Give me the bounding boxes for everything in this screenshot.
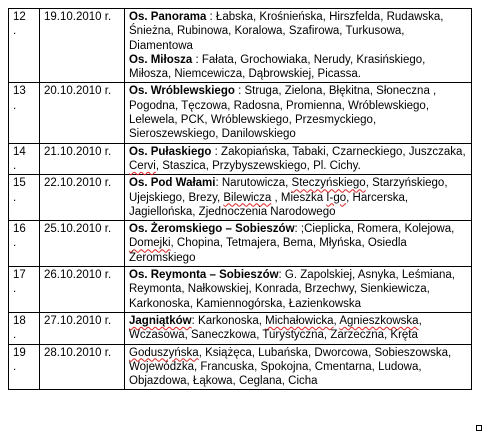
street-list: , Chopina, Tetmajera, Bema, Młyńska, Osiedla Żeromskiego xyxy=(129,237,407,264)
row-number-dot: . xyxy=(13,329,17,342)
street-list: , Harcerska, Jagiellońska, Zjednoczenia Narodowego xyxy=(129,191,409,218)
street-list: , Książęca, Lubańska, Dworcowa, Sobieszowska, Wojewódzka, Francuska, Spokojna, Cmentarna, Ludowa, Objazdowa, Łąkowa, Ceglana, Cicha xyxy=(129,346,452,388)
spellcheck-flagged-street: Steczyńskiego xyxy=(291,177,366,190)
table-row xyxy=(9,312,472,344)
collection-date: 20.10.2010 r. xyxy=(40,83,125,143)
street-list: , Staszica, Przybyszewskiego, Pl. Cichy. xyxy=(155,159,361,172)
table-row xyxy=(9,9,472,83)
street-list: : Karkonoska, xyxy=(191,314,266,327)
spellcheck-flagged-street: I-go xyxy=(326,191,347,204)
street-list: , xyxy=(333,314,340,327)
streets-cell xyxy=(125,143,472,175)
street-list: : Fałata, Grochowiaka, Nerudy, Krasińskiego, Miłosza, Niemcewicza, Dąbrowskiej, Picassa. xyxy=(129,53,426,81)
schedule-table-body xyxy=(9,9,472,390)
row-number-dot: . xyxy=(13,237,17,250)
row-number-cell xyxy=(9,175,40,221)
street-list: , Starzyńskiego, Ujejskiego, Brezy, xyxy=(129,177,448,204)
collection-date: 21.10.2010 r. xyxy=(40,143,125,175)
schedule-table xyxy=(8,8,472,390)
spellcheck-flagged-street: Michałowicka xyxy=(265,314,334,327)
streets-cell xyxy=(125,83,472,143)
collection-date: 22.10.2010 r. xyxy=(40,175,125,221)
collection-date: 28.10.2010 r. xyxy=(40,344,125,390)
area-name: Os. Miłosza xyxy=(129,53,193,66)
spellcheck-flagged-street: Goduszyńska xyxy=(129,346,199,359)
spellcheck-flagged-street: Agnieszkowska xyxy=(339,314,419,327)
streets-cell xyxy=(125,221,472,267)
row-number: 14 xyxy=(13,145,26,158)
row-number: 18 xyxy=(13,314,26,327)
streets-cell xyxy=(125,9,472,83)
row-number-dot: . xyxy=(13,360,17,373)
street-list: : Zakopiańska, Tabaki, Czarneckiego, Juszczaka, xyxy=(211,145,466,158)
table-row xyxy=(9,83,472,143)
spellcheck-flagged-street: Domejki xyxy=(129,237,171,250)
row-number: 15 xyxy=(13,177,26,190)
street-list: , Mieszka xyxy=(271,191,327,204)
row-number-cell xyxy=(9,312,40,344)
collection-date: 25.10.2010 r. xyxy=(40,221,125,267)
row-number-cell xyxy=(9,9,40,83)
row-number: 13 xyxy=(13,85,26,98)
row-number-cell xyxy=(9,344,40,390)
row-number: 19 xyxy=(13,346,26,359)
row-number-cell xyxy=(9,143,40,175)
street-list: : ;Cieplicka, Romera, Kolejowa, xyxy=(294,223,455,236)
collection-date: 27.10.2010 r. xyxy=(40,312,125,344)
streets-cell xyxy=(125,344,472,390)
street-list: : Narutowicza, xyxy=(215,177,292,190)
row-number: 16 xyxy=(13,223,26,236)
row-number-cell xyxy=(9,267,40,313)
row-number: 12 xyxy=(13,11,26,23)
street-list: : G. Zapolskiej, Asnyka, Leśmiana, Reymonta, Nałkowskiej, Konrada, Brzechwy, Sienkiewicza, Karkonoska, Kamiennogórska, Łazienkowska xyxy=(129,269,455,310)
row-number-dot: . xyxy=(13,283,17,296)
row-number-dot: . xyxy=(13,191,17,204)
spellcheck-flagged-street: Bilewicza xyxy=(223,191,272,204)
row-number-cell xyxy=(9,83,40,143)
spellcheck-flagged-street: Cervi xyxy=(129,159,156,172)
table-row xyxy=(9,175,472,221)
collection-date: 26.10.2010 r. xyxy=(40,267,125,313)
streets-cell xyxy=(125,312,472,344)
row-number: 17 xyxy=(13,269,26,282)
row-number-dot: . xyxy=(13,99,17,112)
area-name: Os. Reymonta – Sobieszów xyxy=(129,269,279,282)
table-end-marker xyxy=(476,425,482,431)
table-row xyxy=(9,267,472,313)
street-list: , Wczasowa, Saneczkowa, Turystyczna, Zarzeczna, Kręta xyxy=(129,314,422,342)
area-name: Jagniątków xyxy=(129,314,192,327)
table-row xyxy=(9,221,472,267)
collection-date: 19.10.2010 r. xyxy=(40,9,125,83)
area-name: Os. Wróblewskiego xyxy=(129,85,235,98)
table-row xyxy=(9,143,472,175)
area-name: Os. Pułaskiego xyxy=(129,145,212,158)
row-number-cell xyxy=(9,221,40,267)
streets-cell xyxy=(125,267,472,313)
row-number-dot: . xyxy=(13,25,17,38)
streets-cell xyxy=(125,175,472,221)
street-list: : Struga, Zielona, Błękitna, Słoneczna , Pogodna, Tęczowa, Radosna, Promienna, Wróblewskiego, Lelewela, PCK, Wróblewskiego, Przesmyckiego, Sieroszewskiego, Danilowskiego xyxy=(129,85,437,141)
area-name: Os. Żeromskiego – Sobieszów xyxy=(129,223,295,236)
street-list: : Łabska, Krośnieńska, Hirszfelda, Rudawska, Śnieżna, Rubinowa, Koralowa, Szafirowa, Turkusowa, Diamentowa xyxy=(129,11,444,52)
area-name: Os. Panorama xyxy=(129,11,207,23)
area-name: Os. Pod Wałami xyxy=(129,177,216,190)
row-number-dot: . xyxy=(13,159,17,172)
table-row xyxy=(9,344,472,390)
